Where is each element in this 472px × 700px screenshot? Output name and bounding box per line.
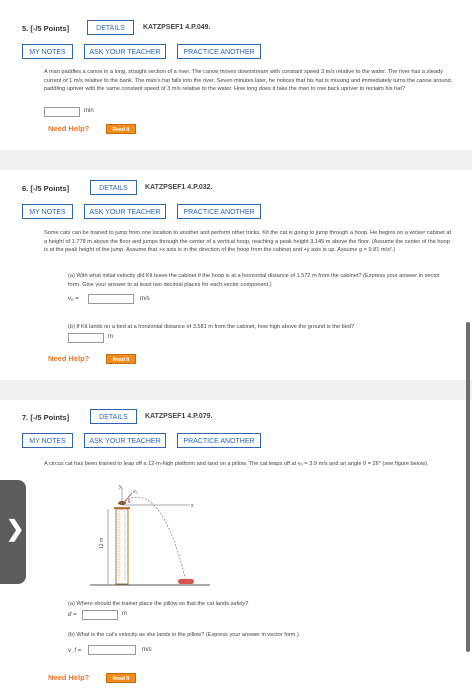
question-text: A circus cat has been trained to leap off a 12-m-high platform and land on a pillow. The cat leaps off at v₀ = 3.9 m/s and an angle θ = 26° (see figure below).	[44, 461, 429, 467]
question-header: 7. [-/5 Points]	[22, 413, 70, 422]
question-code: KATZPSEF1 4.P.049.	[143, 24, 211, 31]
v0-label: v₀	[133, 489, 138, 495]
vf-label: v_f =	[68, 648, 82, 654]
part-b-text: (b) What is the cat's velocity as she lands in the pillow? (Express your answer in vector form.)	[68, 632, 299, 638]
unit-label: min	[84, 108, 94, 114]
need-help-label: Need Help?	[48, 673, 90, 682]
part-a-text: (a) With what initial velocity did Kit leave the cabinet if the hoop is at a horizontal distance of 1.572 m from the cabinet? (Express your answer in vector form. Give your answer to at least two decimal places for each vector component.)	[68, 273, 440, 288]
scrollbar[interactable]	[466, 322, 470, 652]
practice-another-button[interactable]: PRACTICE ANOTHER	[177, 204, 261, 219]
d-input[interactable]	[82, 610, 118, 620]
trajectory-path	[122, 497, 186, 581]
read-it-button[interactable]: Read It	[106, 673, 136, 683]
v0-input[interactable]	[88, 294, 134, 304]
platform-tower	[116, 509, 128, 584]
ask-teacher-button[interactable]: ASK YOUR TEACHER	[84, 433, 166, 448]
read-it-button[interactable]: Read It	[106, 354, 136, 364]
v0-unit: m/s	[140, 296, 150, 302]
question-text: Some cats can be trained to jump from one location to another and perform other tricks. Kit the cat is going to jump through a hoop. He begins on a wicker cabinet at a height of 1.778 m above the floor and jumps through the center of a vertical hoop, reaching a peak height 3.145 m above the floor. (Assume the center of the hoop is at the peak height of the jump. Assume that +x axis is in the direction of the hoop from the cabinet and +y axis is up. Assume g = 9.81 m/s².)	[44, 230, 452, 253]
question-code: KATZPSEF1 4.P.079.	[145, 413, 213, 420]
ask-teacher-button[interactable]: ASK YOUR TEACHER	[84, 204, 166, 219]
question-code: KATZPSEF1 4.P.032.	[145, 184, 213, 191]
x-axis-label: x	[191, 503, 194, 509]
my-notes-button[interactable]: MY NOTES	[22, 44, 73, 59]
v0-label: v₀ =	[68, 296, 79, 302]
d-label: d =	[68, 612, 77, 618]
pillow-shape	[178, 579, 194, 584]
height-label: 12 m	[99, 537, 105, 549]
question-header: 5. [-/5 Points]	[22, 24, 70, 33]
need-help-label: Need Help?	[48, 124, 90, 133]
read-it-button[interactable]: Read It	[106, 124, 136, 134]
circus-cat-figure	[90, 485, 210, 590]
vf-input[interactable]	[88, 645, 136, 655]
practice-another-button[interactable]: PRACTICE ANOTHER	[177, 433, 261, 448]
need-help-label: Need Help?	[48, 354, 90, 363]
details-button[interactable]: DETAILS	[90, 180, 137, 195]
section-gap	[0, 380, 472, 400]
y-axis-label: y	[119, 485, 122, 490]
details-button[interactable]: DETAILS	[90, 409, 137, 424]
practice-another-button[interactable]: PRACTICE ANOTHER	[177, 44, 261, 59]
my-notes-button[interactable]: MY NOTES	[22, 204, 73, 219]
height-input[interactable]	[68, 333, 104, 343]
side-expand-tab[interactable]	[0, 480, 26, 584]
my-notes-button[interactable]: MY NOTES	[22, 433, 73, 448]
part-a-text: (a) Where should the trainer place the pillow so that the cat lands safely?	[68, 601, 249, 607]
question-header: 6. [-/5 Points]	[22, 184, 70, 193]
ask-teacher-button[interactable]: ASK YOUR TEACHER	[84, 44, 166, 59]
details-button[interactable]: DETAILS	[87, 20, 134, 35]
part-b-text: (b) If Kit lands on a bed at a horizontal distance of 3.581 m from the cabinet, how high above the ground is the bed?	[68, 324, 355, 330]
height-unit: m	[108, 334, 113, 340]
section-gap	[0, 150, 472, 170]
vf-unit: m/s	[142, 647, 152, 653]
d-unit: m	[122, 611, 127, 617]
answer-input[interactable]	[44, 107, 80, 117]
question-text: A man paddles a canoe in a long, straight section of a river. The canoe moves downstream with constant speed 3 m/s relative to the water. The river has a steady current of 1 m/s relative to the bank. The man's hat falls into the river. Seven minutes later, he notices that his hat is missing and immediately turns the canoe around, paddling upriver with the same constant speed of 3 m/s relative to the water. How long does it take the man to row back upriver to reclaim his hat?	[44, 69, 453, 92]
theta-label: θ	[128, 499, 131, 504]
chevron-right-icon: ❯	[6, 516, 25, 541]
